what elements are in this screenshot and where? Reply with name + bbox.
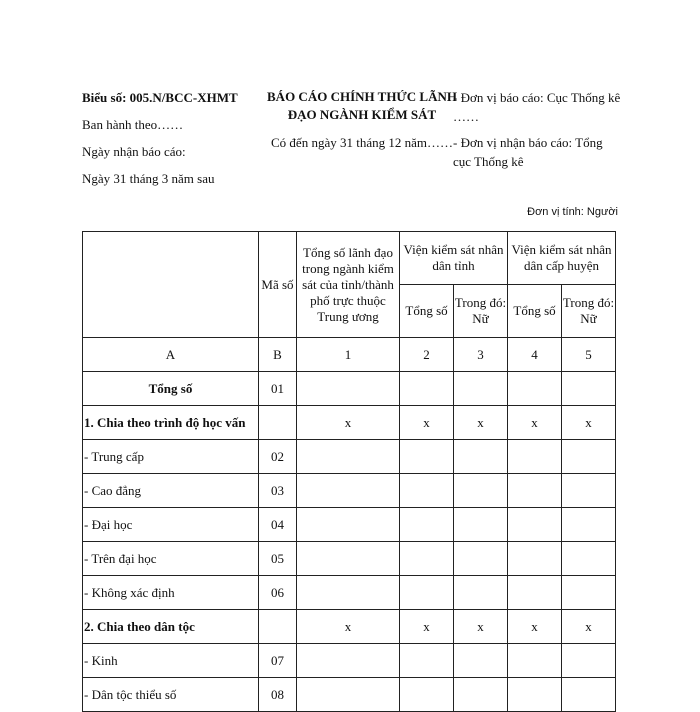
value-cell: [400, 644, 454, 678]
value-cell: [297, 474, 400, 508]
value-cell: [508, 678, 562, 712]
header-district: Viện kiểm sát nhân dân cấp huyện: [508, 232, 616, 285]
index-cell: A: [83, 338, 259, 372]
form-number: Biểu số: 005.N/BCC-XHMT: [82, 90, 238, 105]
table-row: [83, 542, 616, 576]
x-mark-cell: x: [562, 610, 616, 644]
table-row: [83, 372, 616, 406]
value-cell: [297, 508, 400, 542]
index-cell: 3: [454, 338, 508, 372]
row-code: 05: [259, 542, 297, 576]
value-cell: [454, 474, 508, 508]
value-cell: [508, 576, 562, 610]
value-cell: [562, 678, 616, 712]
row-label: - Đại học: [83, 508, 259, 542]
index-cell: 5: [562, 338, 616, 372]
value-cell: [508, 474, 562, 508]
header-province: Viện kiểm sát nhân dân tỉnh: [400, 232, 508, 285]
row-label: 1. Chia theo trình độ học vấn: [83, 406, 259, 440]
row-code: [259, 610, 297, 644]
row-label: - Kinh: [83, 644, 259, 678]
report-subtitle: Có đến ngày 31 tháng 12 năm……: [271, 135, 453, 150]
value-cell: [508, 508, 562, 542]
value-cell: [297, 542, 400, 576]
report-title: BÁO CÁO CHÍNH THỨC LÃNH ĐẠO NGÀNH KIỂM SÁT: [267, 89, 457, 122]
index-cell: 1: [297, 338, 400, 372]
x-mark-cell: x: [297, 406, 400, 440]
header-right: [453, 88, 623, 178]
receive-date: Ngày 31 tháng 3 năm sau: [82, 171, 215, 186]
row-code: [259, 406, 297, 440]
value-cell: [508, 372, 562, 406]
table-row: [83, 440, 616, 474]
index-cell: B: [259, 338, 297, 372]
row-label: - Dân tộc thiểu số: [83, 678, 259, 712]
value-cell: [400, 440, 454, 474]
x-mark-cell: x: [562, 406, 616, 440]
index-cell: 4: [508, 338, 562, 372]
value-cell: [454, 542, 508, 576]
row-label: - Trên đại học: [83, 542, 259, 576]
value-cell: [454, 644, 508, 678]
header-ma-so: Mã số: [259, 232, 297, 338]
x-mark-cell: x: [297, 610, 400, 644]
value-cell: [562, 542, 616, 576]
header-province-female: Trong đó: Nữ: [454, 285, 508, 338]
issued-by: Ban hành theo……: [82, 117, 184, 132]
row-code: 06: [259, 576, 297, 610]
value-cell: [454, 678, 508, 712]
unit-label: Đơn vị tính: Người: [527, 206, 618, 218]
x-mark-cell: x: [508, 610, 562, 644]
table-row: [83, 406, 616, 440]
x-mark-cell: x: [400, 610, 454, 644]
x-mark-cell: x: [400, 406, 454, 440]
x-mark-cell: x: [454, 610, 508, 644]
header-left: [82, 88, 282, 196]
row-label: - Trung cấp: [83, 440, 259, 474]
value-cell: [297, 644, 400, 678]
header-province-total: Tổng số: [400, 285, 454, 338]
header-center: [262, 88, 462, 152]
table-row: [83, 474, 616, 508]
value-cell: [297, 576, 400, 610]
row-code: 04: [259, 508, 297, 542]
row-code: 07: [259, 644, 297, 678]
value-cell: [508, 644, 562, 678]
value-cell: [400, 678, 454, 712]
header-district-total: Tổng số: [508, 285, 562, 338]
table-row: [83, 508, 616, 542]
value-cell: [400, 372, 454, 406]
value-cell: [454, 440, 508, 474]
row-code: 03: [259, 474, 297, 508]
report-table: [82, 231, 616, 712]
index-cell: 2: [400, 338, 454, 372]
value-cell: [562, 508, 616, 542]
value-cell: [508, 542, 562, 576]
row-label: 2. Chia theo dân tộc: [83, 610, 259, 644]
value-cell: [562, 440, 616, 474]
row-label: - Không xác định: [83, 576, 259, 610]
table-row: [83, 644, 616, 678]
row-code: 08: [259, 678, 297, 712]
index-row: [83, 338, 616, 372]
row-label: - Cao đẳng: [83, 474, 259, 508]
table-row: [83, 576, 616, 610]
value-cell: [400, 474, 454, 508]
reporting-unit: - Đơn vị báo cáo: Cục Thống kê ……: [453, 90, 621, 124]
value-cell: [562, 644, 616, 678]
value-cell: [400, 508, 454, 542]
row-code: 01: [259, 372, 297, 406]
header-district-female: Trong đó: Nữ: [562, 285, 616, 338]
receive-date-label: Ngày nhận báo cáo:: [82, 144, 186, 159]
value-cell: [297, 372, 400, 406]
value-cell: [562, 372, 616, 406]
value-cell: [508, 440, 562, 474]
receiving-unit: - Đơn vị nhận báo cáo: Tổng cục Thống kê: [453, 135, 603, 169]
value-cell: [400, 542, 454, 576]
row-label: Tổng số: [83, 372, 259, 406]
table-row: [83, 610, 616, 644]
value-cell: [562, 474, 616, 508]
value-cell: [297, 440, 400, 474]
value-cell: [454, 508, 508, 542]
value-cell: [400, 576, 454, 610]
x-mark-cell: x: [508, 406, 562, 440]
value-cell: [562, 576, 616, 610]
row-code: 02: [259, 440, 297, 474]
header-total-leaders: Tổng số lãnh đạo trong ngành kiểm sát của tỉnh/thành phố trực thuộc Trung ương: [297, 232, 400, 338]
value-cell: [454, 576, 508, 610]
value-cell: [454, 372, 508, 406]
header-blank: [83, 232, 259, 338]
x-mark-cell: x: [454, 406, 508, 440]
value-cell: [297, 678, 400, 712]
table-row: [83, 678, 616, 712]
